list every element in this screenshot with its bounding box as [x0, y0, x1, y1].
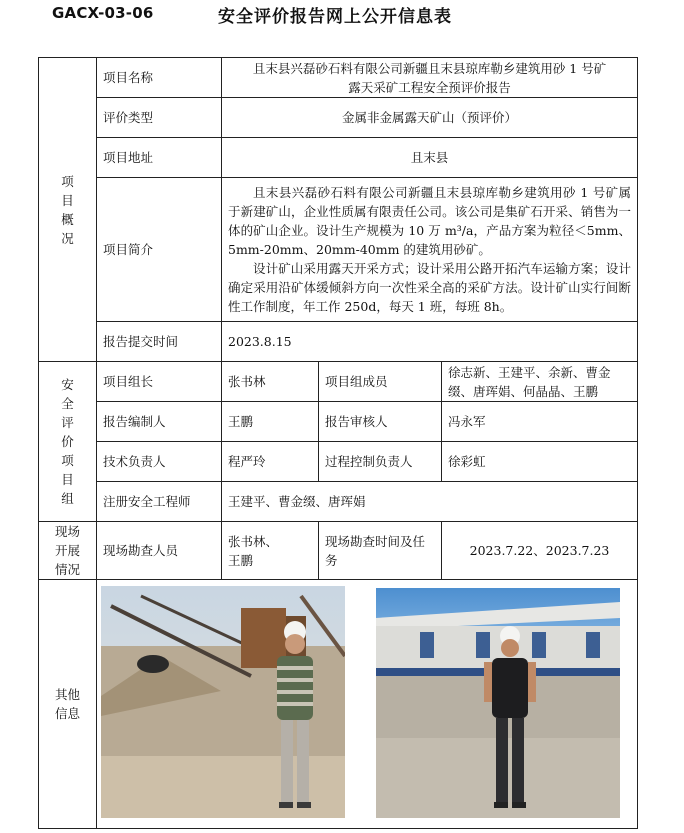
reviewer-value: 冯永军	[442, 402, 638, 442]
project-name-label: 项目名称	[97, 58, 222, 98]
section-overview-label: 项目概况	[61, 173, 74, 246]
site-time-label: 现场勘查时间及任务	[319, 522, 442, 580]
info-table	[38, 57, 638, 829]
leader-label: 项目组长	[97, 362, 222, 402]
project-name-line2: 露天采矿工程安全预评价报告	[348, 79, 511, 95]
eval-type-label: 评价类型	[97, 98, 222, 138]
author-value: 王鹏	[222, 402, 319, 442]
site-staff-value	[222, 522, 319, 580]
document-title: 安全评价报告网上公开信息表	[218, 7, 452, 27]
section-other	[39, 580, 97, 829]
row-other	[39, 580, 638, 829]
project-name-value	[222, 58, 638, 98]
members-value: 徐志新、王建平、余新、曹金缀、唐珲娟、何晶晶、王鹏	[442, 362, 638, 402]
tech-label: 技术负责人	[97, 442, 222, 482]
tech-value: 程严玲	[222, 442, 319, 482]
photos-cell	[97, 580, 638, 829]
members-label: 项目组成员	[319, 362, 442, 402]
site-staff-line1: 张书林、	[228, 533, 279, 549]
intro-value	[222, 178, 638, 322]
eval-type-value: 金属非金属露天矿山（预评价）	[222, 98, 638, 138]
process-value: 徐彩虹	[442, 442, 638, 482]
camp-building-photo	[376, 588, 620, 818]
author-label: 报告编制人	[97, 402, 222, 442]
row-site	[39, 522, 638, 580]
row-engineer	[39, 482, 638, 522]
project-name-line1: 且末县兴磊砂石料有限公司新疆且末县琼库勒乡建筑用砂 1 号矿	[252, 60, 607, 76]
row-submit-time	[39, 322, 638, 362]
quarry-site-photo	[101, 586, 345, 818]
engineer-label: 注册安全工程师	[97, 482, 222, 522]
intro-paragraph-2: 设计矿山采用露天开采方式；设计采用公路开拓汽车运输方案；设计确定采用沿矿体缓倾斜方向一次性采全高的采矿方法。设计矿山实行间断性工作制度，年工作 250d，每天 1 班，每班 8h。	[228, 261, 632, 314]
row-project-name	[39, 58, 638, 98]
reviewer-label: 报告审核人	[319, 402, 442, 442]
row-author	[39, 402, 638, 442]
row-leader	[39, 362, 638, 402]
process-label: 过程控制负责人	[319, 442, 442, 482]
site-staff-line2: 王鹏	[228, 552, 254, 568]
address-label: 项目地址	[97, 138, 222, 178]
section-site	[39, 522, 97, 580]
section-overview	[39, 58, 97, 362]
site-staff-label: 现场勘查人员	[97, 522, 222, 580]
address-value: 且末县	[222, 138, 638, 178]
row-intro	[39, 178, 638, 322]
submit-time-value: 2023.8.15	[222, 322, 638, 362]
section-site-label: 现场开展情况	[54, 524, 80, 577]
engineer-value: 王建平、曹金缀、唐珲娟	[222, 482, 638, 522]
section-team	[39, 362, 97, 522]
intro-paragraph-1: 且末县兴磊砂石料有限公司新疆且末县琼库勒乡建筑用砂 1 号矿属于新建矿山，企业性质属有限责任公司。该公司是集矿石开采、销售为一体的矿山企业。设计生产规模为 10 万 m³/a，产品方案为粒径＜5mm、5mm-20mm、20mm-40mm 的建筑用砂矿。	[228, 185, 632, 257]
section-other-label: 其他信息	[54, 687, 80, 721]
row-eval-type	[39, 98, 638, 138]
site-time-value: 2023.7.22、2023.7.23	[442, 522, 638, 580]
leader-value: 张书林	[222, 362, 319, 402]
submit-time-label: 报告提交时间	[97, 322, 222, 362]
document-code: GACX-03-06	[52, 4, 154, 22]
row-tech	[39, 442, 638, 482]
section-team-label: 安全评价项目组	[61, 377, 74, 506]
row-address	[39, 138, 638, 178]
intro-label: 项目简介	[97, 178, 222, 322]
